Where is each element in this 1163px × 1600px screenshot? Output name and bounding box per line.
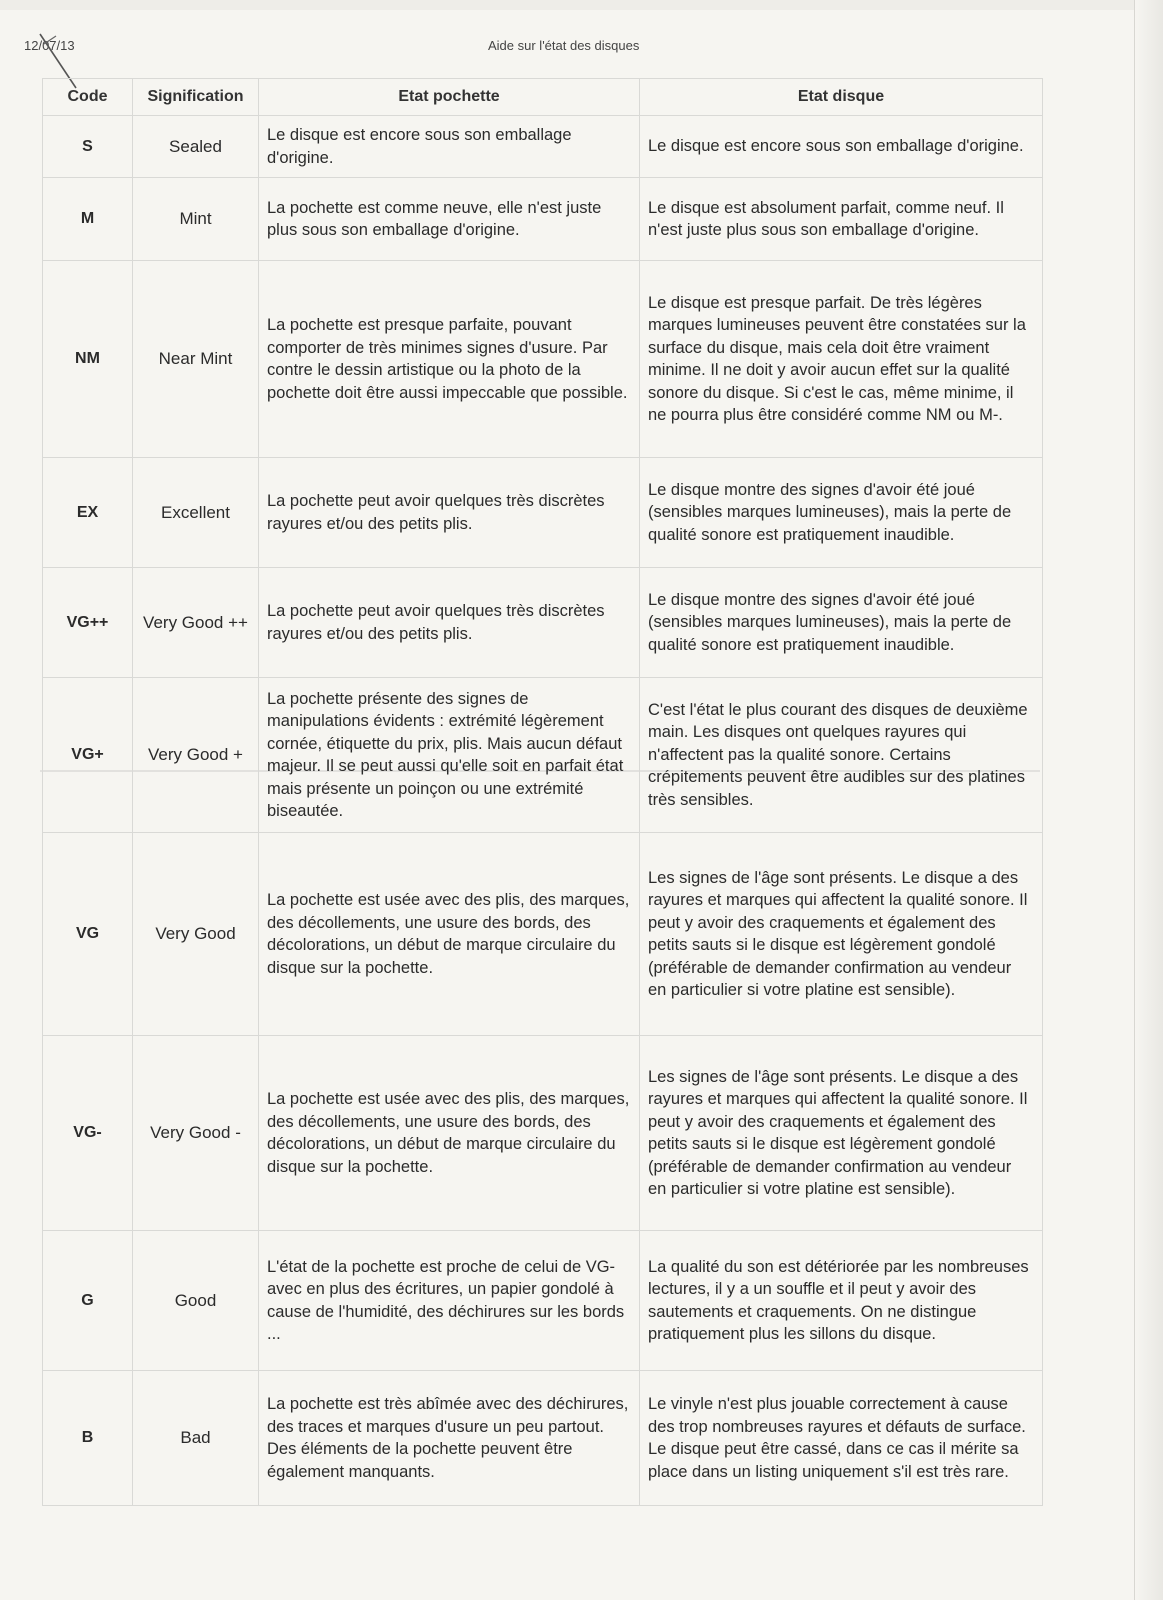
disc-condition: Les signes de l'âge sont présents. Le disque a des rayures et marques qui affectent la qualité sonore. Il peut y avoir des craquements et également des petits sauts si le disque est légèrement gondolé (préférable de demander confirmation au vendeur en particulier si votre platine est sensible). (640, 1036, 1043, 1231)
grade-meaning: Sealed (133, 116, 259, 178)
grade-code: VG (43, 833, 133, 1036)
column-header-disc: Etat disque (640, 79, 1043, 116)
sleeve-condition: Le disque est encore sous son emballage d'origine. (259, 116, 640, 178)
grade-meaning: Bad (133, 1371, 259, 1506)
sleeve-condition: La pochette est usée avec des plis, des marques, des décollements, une usure des bords, des décolorations, un début de marque circulaire du disque sur la pochette. (259, 833, 640, 1036)
table-row (43, 261, 1043, 458)
grade-code: EX (43, 458, 133, 568)
grade-code: S (43, 116, 133, 178)
print-date: 12/07/13 (24, 38, 75, 53)
table-row (43, 568, 1043, 678)
disc-condition: Le disque est encore sous son emballage d'origine. (640, 116, 1043, 178)
grade-meaning: Near Mint (133, 261, 259, 458)
grade-meaning: Mint (133, 178, 259, 261)
grade-code: VG- (43, 1036, 133, 1231)
grade-meaning: Very Good (133, 833, 259, 1036)
sleeve-condition: La pochette est presque parfaite, pouvant comporter de très minimes signes d'usure. Par contre le dessin artistique ou la photo de la pochette doit être aussi impeccable que possible. (259, 261, 640, 458)
column-header-sleeve: Etat pochette (259, 79, 640, 116)
grade-meaning: Very Good + (133, 678, 259, 833)
disc-condition: Les signes de l'âge sont présents. Le disque a des rayures et marques qui affectent la qualité sonore. Il peut y avoir des craquements et également des petits sauts si le disque est légèrement gondolé (préférable de demander confirmation au vendeur en particulier si votre platine est sensible). (640, 833, 1043, 1036)
page-top-edge (0, 0, 1163, 10)
disc-condition: Le disque est absolument parfait, comme neuf. Il n'est juste plus sous son emballage d'origine. (640, 178, 1043, 261)
grade-code: VG+ (43, 678, 133, 833)
disc-condition: Le disque est presque parfait. De très légères marques lumineuses peuvent être constatées sur la surface du disque, mais cela doit être vraiment minime. Il ne doit y avoir aucun effet sur la qualité sonore du disque. Si c'est le cas, même minime, il ne pourra plus être considéré comme NM ou M-. (640, 261, 1043, 458)
disc-condition: Le disque montre des signes d'avoir été joué (sensibles marques lumineuses), mais la perte de qualité sonore est pratiquement inaudible. (640, 568, 1043, 678)
grade-meaning: Excellent (133, 458, 259, 568)
sleeve-condition: La pochette peut avoir quelques très discrètes rayures et/ou des petits plis. (259, 568, 640, 678)
grade-code: G (43, 1231, 133, 1371)
sleeve-condition: La pochette présente des signes de manipulations évidents : extrémité légèrement cornée, étiquette du prix, plis. Mais aucun défaut majeur. Il se peut aussi qu'elle soit en parfait état mais présente un poinçon ou une extrémité biseautée. (259, 678, 640, 833)
disc-condition: C'est l'état le plus courant des disques de deuxième main. Les disques ont quelques rayures qui n'affectent pas la qualité sonore. Certains crépitements peuvent être audibles sur des platines très sensibles. (640, 678, 1043, 833)
grade-code: B (43, 1371, 133, 1506)
disc-condition: La qualité du son est détériorée par les nombreuses lectures, il y a un souffle et il peut y avoir des sautements et craquements. On ne distingue pratiquement plus les sillons du disque. (640, 1231, 1043, 1371)
table-header-row (43, 79, 1043, 116)
grade-meaning: Good (133, 1231, 259, 1371)
sleeve-condition: La pochette est très abîmée avec des déchirures, des traces et marques d'usure un peu partout. Des éléments de la pochette peuvent être également manquants. (259, 1371, 640, 1506)
sleeve-condition: La pochette peut avoir quelques très discrètes rayures et/ou des petits plis. (259, 458, 640, 568)
table-row (43, 116, 1043, 178)
disc-condition: Le disque montre des signes d'avoir été joué (sensibles marques lumineuses), mais la perte de qualité sonore est pratiquement inaudible. (640, 458, 1043, 568)
grade-code: M (43, 178, 133, 261)
column-header-meaning: Signification (133, 79, 259, 116)
table-row (43, 678, 1043, 833)
table-row (43, 1231, 1043, 1371)
table-row (43, 833, 1043, 1036)
sleeve-condition: La pochette est comme neuve, elle n'est juste plus sous son emballage d'origine. (259, 178, 640, 261)
grade-meaning: Very Good - (133, 1036, 259, 1231)
disc-condition: Le vinyle n'est plus jouable correctement à cause des trop nombreuses rayures et défauts de surface. Le disque peut être cassé, dans ce cas il mérite sa place dans un listing uniquement s'il est très rare. (640, 1371, 1043, 1506)
grade-code: NM (43, 261, 133, 458)
grade-code: VG++ (43, 568, 133, 678)
table-row (43, 458, 1043, 568)
grading-table (42, 78, 1043, 1506)
table-row (43, 178, 1043, 261)
column-header-code: Code (43, 79, 133, 116)
print-page-title: Aide sur l'état des disques (488, 38, 640, 53)
table-row (43, 1036, 1043, 1231)
sleeve-condition: La pochette est usée avec des plis, des marques, des décollements, une usure des bords, des décolorations, un début de marque circulaire du disque sur la pochette. (259, 1036, 640, 1231)
page-right-edge (1134, 0, 1163, 1600)
sleeve-condition: L'état de la pochette est proche de celui de VG- avec en plus des écritures, un papier gondolé à cause de l'humidité, des déchirures sur les bords ... (259, 1231, 640, 1371)
grade-meaning: Very Good ++ (133, 568, 259, 678)
table-row (43, 1371, 1043, 1506)
